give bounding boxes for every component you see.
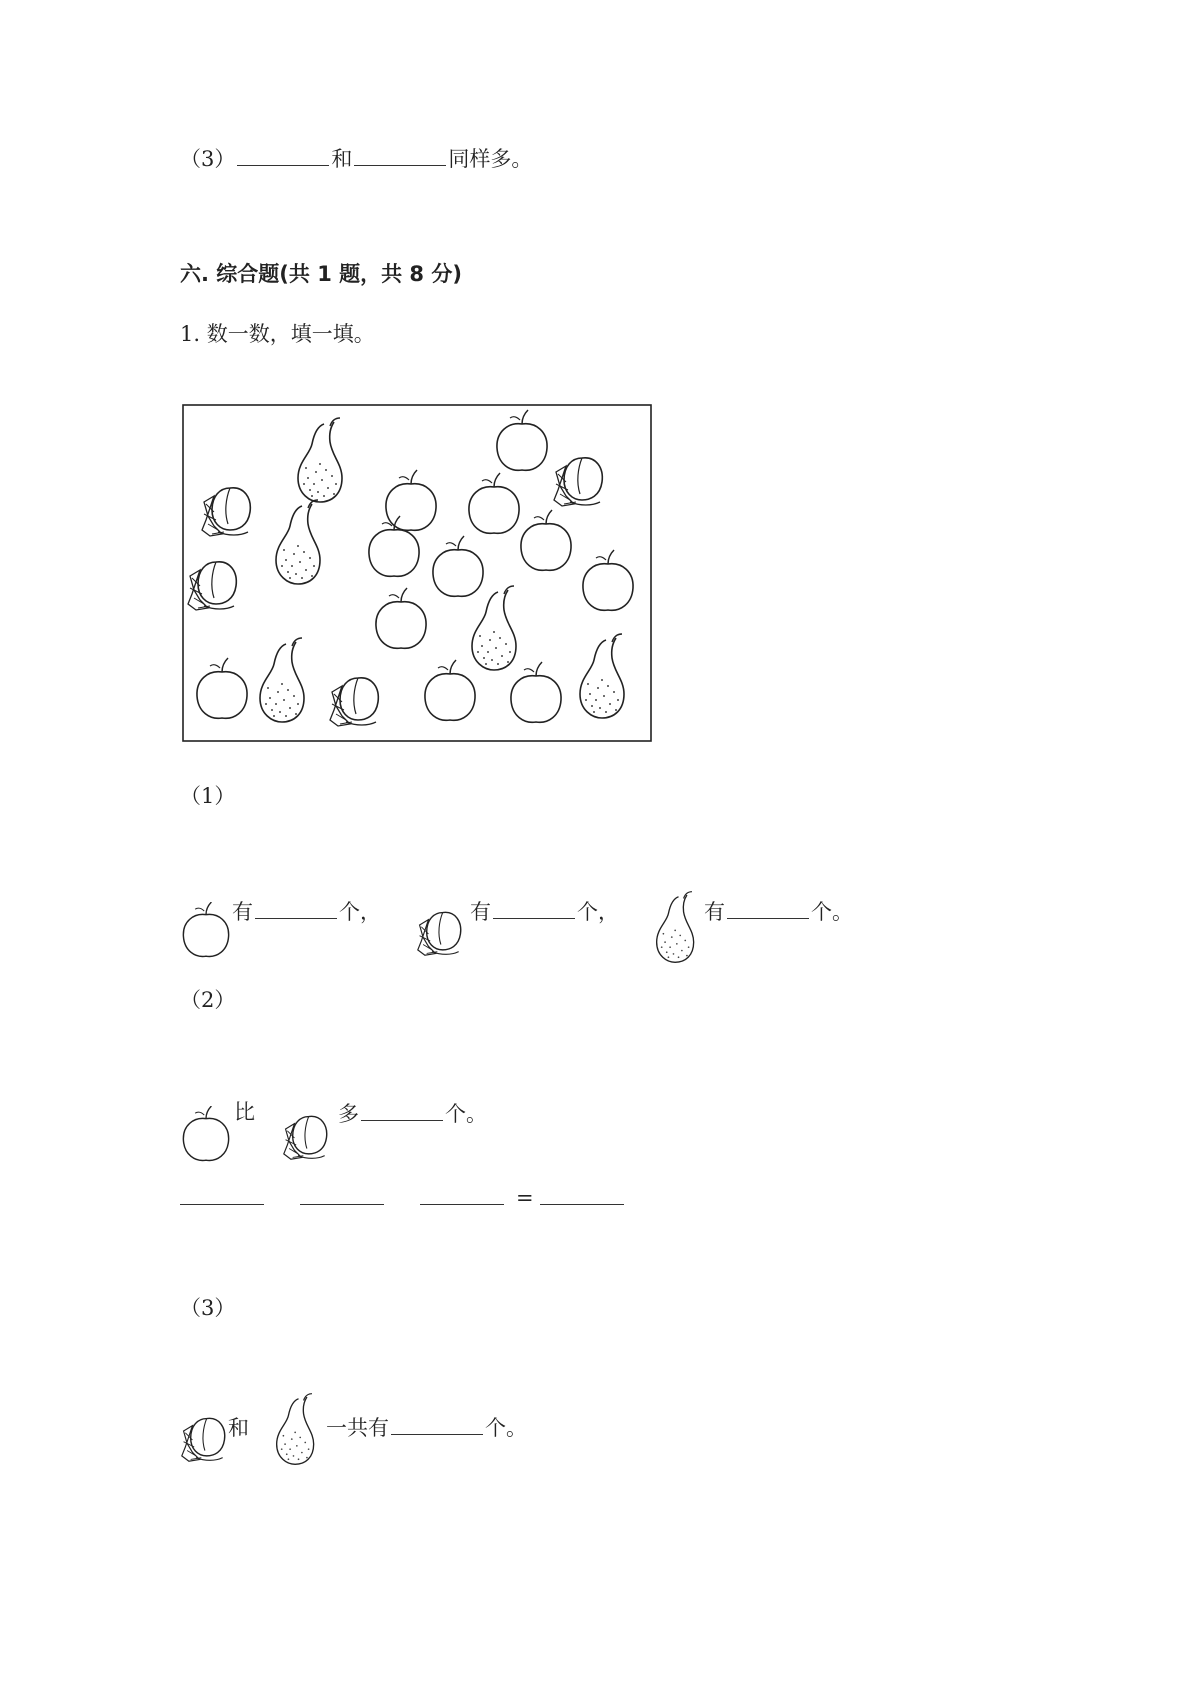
have-text: 有 bbox=[704, 900, 725, 924]
have-text: 有 bbox=[232, 900, 253, 924]
pear-icon bbox=[272, 1392, 320, 1466]
fruit-picture bbox=[182, 404, 652, 742]
part1-label: （1） bbox=[180, 784, 236, 808]
equation-blank-1[interactable] bbox=[180, 1204, 264, 1205]
equation-result-blank[interactable] bbox=[540, 1204, 624, 1205]
pear-icon bbox=[276, 500, 320, 584]
unit-text: 个。 bbox=[445, 1102, 487, 1126]
part1-pear-row bbox=[704, 898, 853, 926]
than-text: 比 bbox=[234, 1100, 255, 1124]
apple-icon bbox=[511, 662, 561, 722]
equals-sign: = bbox=[516, 1186, 534, 1210]
apple-icon bbox=[376, 588, 426, 648]
answer-blank[interactable] bbox=[354, 145, 446, 166]
answer-blank-total[interactable] bbox=[391, 1414, 483, 1435]
question-text: 1. 数一数，填一填。 bbox=[180, 322, 375, 346]
apple-icon bbox=[521, 510, 571, 570]
apple-icon bbox=[469, 473, 519, 533]
tail-text: 同样多。 bbox=[448, 147, 533, 171]
apple-icon bbox=[182, 1106, 230, 1162]
total-text: 一共有 bbox=[326, 1416, 389, 1440]
apple-icon bbox=[433, 536, 483, 596]
more-text: 多 bbox=[338, 1102, 359, 1126]
answer-blank-peaches[interactable] bbox=[493, 898, 575, 919]
part3-total-row bbox=[326, 1414, 527, 1442]
part3-label: （3） bbox=[180, 1296, 236, 1320]
pear-icon bbox=[298, 418, 342, 502]
and-text: 和 bbox=[331, 147, 353, 171]
apple-icon bbox=[182, 902, 230, 958]
part2-label: （2） bbox=[180, 988, 236, 1012]
equation-blank-2[interactable] bbox=[300, 1204, 384, 1205]
pear-icon bbox=[472, 586, 516, 670]
section-heading: 六. 综合题(共 1 题，共 8 分) bbox=[180, 262, 462, 286]
have-text: 有 bbox=[470, 900, 491, 924]
peach-icon bbox=[188, 562, 236, 610]
apple-icon bbox=[386, 470, 436, 530]
peach-icon bbox=[202, 488, 250, 536]
apple-icon bbox=[197, 658, 247, 718]
unit-text: 个。 bbox=[811, 900, 853, 924]
answer-blank-difference[interactable] bbox=[361, 1100, 443, 1121]
answer-blank-pears[interactable] bbox=[727, 898, 809, 919]
pear-icon bbox=[652, 890, 700, 964]
item-number: （3） bbox=[180, 147, 236, 171]
unit-text: 个， bbox=[577, 900, 619, 924]
peach-icon bbox=[180, 1412, 228, 1466]
apple-icon bbox=[497, 410, 547, 470]
pear-icon bbox=[580, 634, 624, 718]
peach-icon bbox=[282, 1110, 330, 1164]
top-item-3 bbox=[180, 145, 532, 173]
peach-icon bbox=[416, 906, 464, 960]
equation-blank-3[interactable] bbox=[420, 1204, 504, 1205]
answer-blank[interactable] bbox=[237, 145, 329, 166]
answer-blank-apples[interactable] bbox=[255, 898, 337, 919]
part1-apple-row bbox=[232, 898, 381, 926]
unit-text: 个， bbox=[339, 900, 381, 924]
part2-more-row bbox=[338, 1100, 487, 1128]
unit-text: 个。 bbox=[485, 1416, 527, 1440]
peach-icon bbox=[554, 458, 602, 506]
apple-icon bbox=[583, 550, 633, 610]
apple-icon bbox=[425, 660, 475, 720]
peach-icon bbox=[330, 678, 378, 726]
part1-peach-row bbox=[470, 898, 619, 926]
apple-icon bbox=[369, 516, 419, 576]
and-text: 和 bbox=[228, 1416, 249, 1440]
pear-icon bbox=[260, 638, 304, 722]
